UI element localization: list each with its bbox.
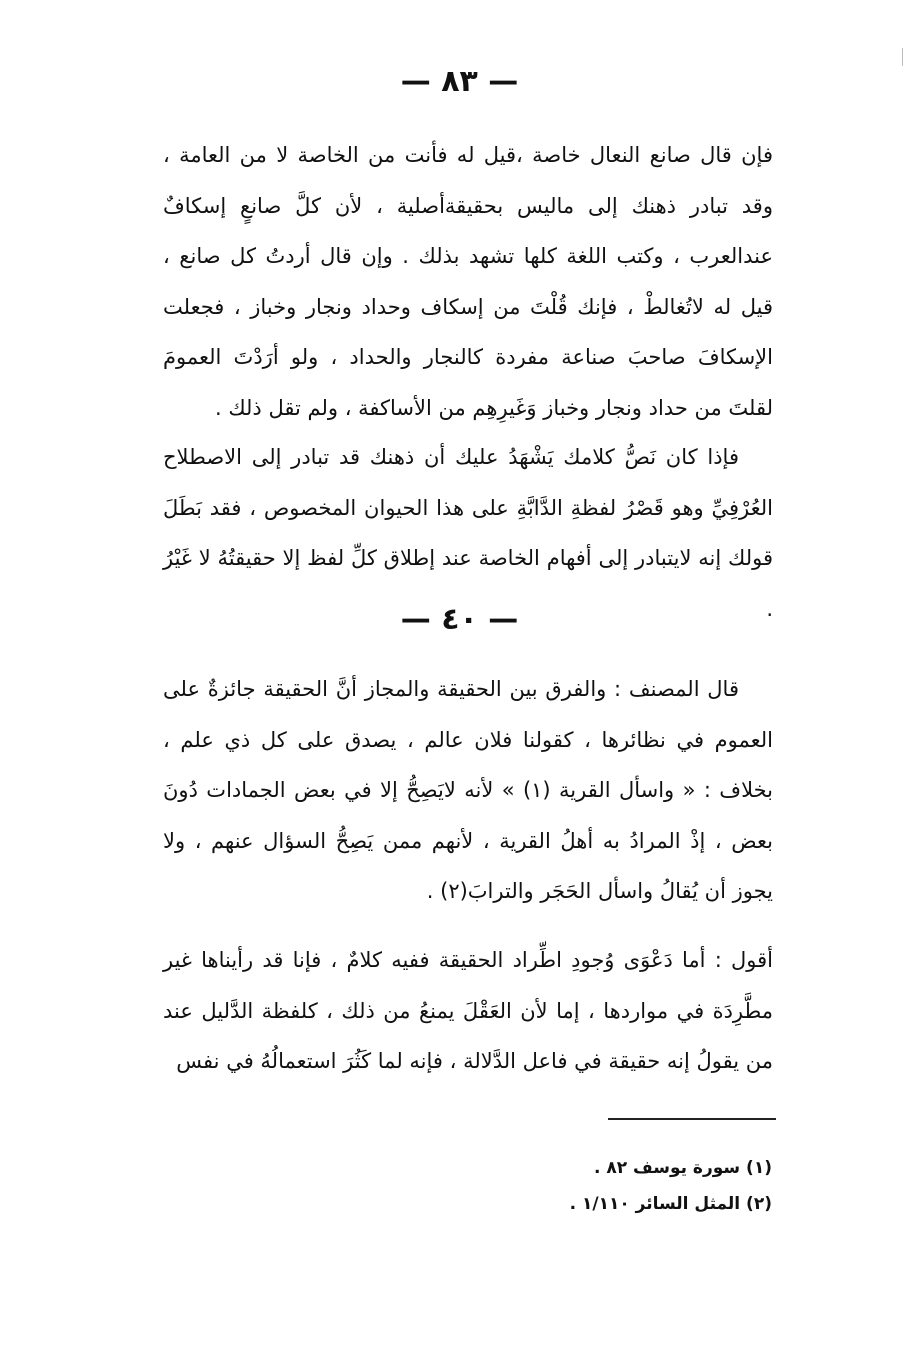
footnote: (١) سورة يوسف ٨٢ .: [593, 1158, 772, 1178]
paragraph: فإذا كان نَصُّ كلامك يَشْهَدُ عليك أن ذهنك قد تبادر إلى الاصطلاح العُرْفِيِّ وهو قَصْرُ لفظةِ الدَّابَّةِ على هذا الحيوان المخصوص ، فقد بَطَلَ قولك إنه لايتبادر إلى أفهام الخاصة عند إطلاق كلِّ لفظ إلا حقيقتُهُ لا غَيْرُ .: [163, 445, 773, 621]
footnotes: [480, 1150, 772, 1222]
paragraph: أقول : أما دَعْوَى وُجودِ اطِّراد الحقيقة ففيه كلامٌ ، فإنا قد رأيناها غير مطَّرِدَة في مواردها ، إما لأن العَقْلَ يمنعُ من ذلك ، كلفظة الدَّليل عند من يقولُ إنه حقيقة في فاعل الدَّلالة ، فإنه لما كَثُرَ استعمالُهُ في نفس: [163, 948, 773, 1074]
footnote-divider: [608, 1118, 776, 1120]
paragraph: قال المصنف : والفرق بين الحقيقة والمجاز أنَّ الحقيقة جائزةٌ على العموم في نظائرها ، كقولنا فلان عالم ، يصدق على كل ذي علم ، بخلاف : « واسأل القرية (١) » لأنه لايَصِحُّ إلا في بعض الجمادات دُونَ بعض ، إذْ المرادُ به أهلُ القرية ، لأنهم ممن يَصِحُّ السؤال عنهم ، ولا يجوز أن يُقالُ واسأل الحَجَر والترابَ(٢) .: [163, 677, 773, 904]
paragraph-block: [163, 935, 773, 1087]
paragraph-block: [163, 130, 773, 434]
page-number: — ٨٣ —: [400, 64, 519, 99]
section-number: — ٤٠ —: [400, 602, 519, 637]
footnote: (٢) المثل السائر ١/١١٠ .: [569, 1194, 772, 1214]
paragraph-block: [163, 664, 773, 917]
paragraph: فإن قال صانع النعال خاصة ،قيل له فأنت من الخاصة لا من العامة ، وقد تبادر ذهنك إلى ماليس بحقيقةأصلية ، لأن كلَّ صانعٍ إسكافٌ عندالعرب ، وكتب اللغة كلها تشهد بذلك . وإن قال أردتُ كل صانع ، قيل له لاتُغالطْ ، فإنك قُلْتَ من إسكاف وحداد ونجار وخباز ، فجعلت الإسكافَ صاحبَ صناعة مفردة كالنجار والحداد ، ولو أرَدْتَ العمومَ لقلتَ من حداد ونجار وخباز وَغَيرِهِم من الأساكفة ، ولم تقل ذلك .: [163, 143, 773, 420]
